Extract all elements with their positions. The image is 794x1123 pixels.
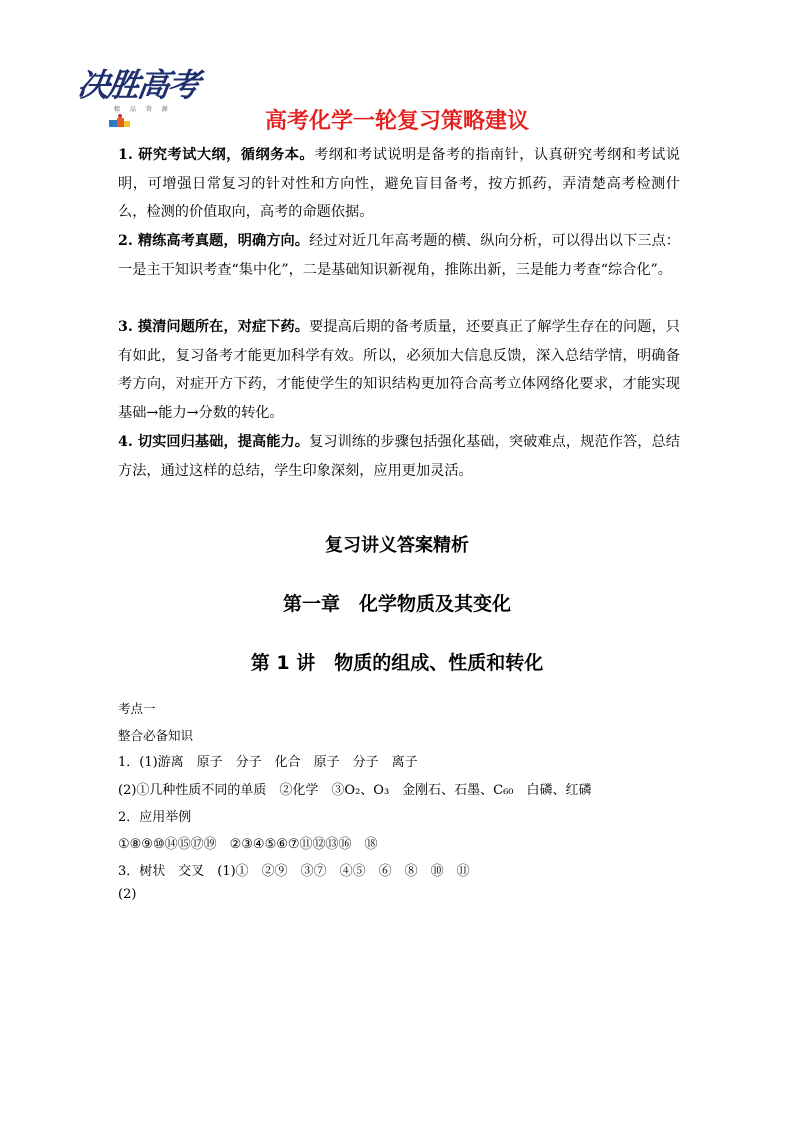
kaodian-label: 考点一 [118, 701, 156, 716]
lecture-title: 第 1 讲 物质的组成、性质和转化 [250, 652, 544, 674]
strategy-3-head: 3. 摸清问题所在，对症下药。 [118, 319, 310, 335]
strategy-1-head: 1. 研究考试大纲，循纲务本。 [118, 147, 315, 163]
logo-text: 决胜高考 [75, 66, 201, 104]
strategy-1-body: 考纲和考试说明是备考的指南针，认真研究考纲和考试说明，可增强日常复习的针对性和方向性，避免盲目备考，按方抓药，弄清楚高考检测什么，检测的价值取向，高考的命题依据。 [118, 147, 680, 220]
strategy-4 [118, 428, 680, 485]
strategy-4-head: 4. 切实回归基础，提高能力。 [118, 434, 310, 450]
answer-line: (2)①几种性质不同的单质 ②化学 ③O₂、O₃ 金刚石、石墨、C₆₀ 白磷、红磷 [118, 783, 592, 798]
logo-subtext: 精 品 资 源 [114, 106, 172, 113]
page-title: 高考化学一轮复习策略建议 [264, 109, 529, 134]
answer-line: 3．树状 交叉 (1)① ②⑨ ③⑦ ④⑤ ⑥ ⑧ ⑩ ⑪ [118, 864, 470, 879]
strategy-2-body: 经过对近几年高考题的横、纵向分析，可以得出以下三点：一是主干知识考查“集中化”，二是基础知识新视角，推陈出新，三是能力考查“综合化”。 [118, 233, 680, 278]
strategy-3-body: 要提高后期的备考质量，还要真正了解学生存在的问题，只有如此，复习备考才能更加科学有效。所以，必须加大信息反馈，深入总结学情，明确备考方向，对症开方下药，才能使学生的知识结构更加符合高考立体网络化要求，才能实现基础→能力→分数的转化。 [118, 319, 680, 421]
answer-line: (2) [118, 887, 137, 902]
answer-line: 1．(1)游离 原子 分子 化合 原子 分子 离子 [118, 755, 418, 770]
strategy-4-body: 复习训练的步骤包括强化基础，突破难点，规范作答，总结方法，通过这样的总结，学生印象深刻，应用更加灵活。 [118, 434, 680, 479]
strategy-3 [118, 313, 680, 427]
chapter-title: 第一章 化学物质及其变化 [282, 593, 511, 615]
answer-line: ①⑧⑨⑩⑭⑮⑰⑲ ②③④⑤⑥⑦⑪⑫⑬⑯ ⑱ [118, 837, 378, 852]
section-title: 复习讲义答案精析 [325, 535, 469, 556]
strategy-2-head: 2. 精练高考真题，明确方向。 [118, 233, 310, 249]
strategy-1 [118, 141, 680, 227]
knowledge-label: 整合必备知识 [118, 728, 194, 743]
answer-line: 2．应用举例 [118, 810, 192, 825]
strategy-2 [118, 227, 680, 284]
